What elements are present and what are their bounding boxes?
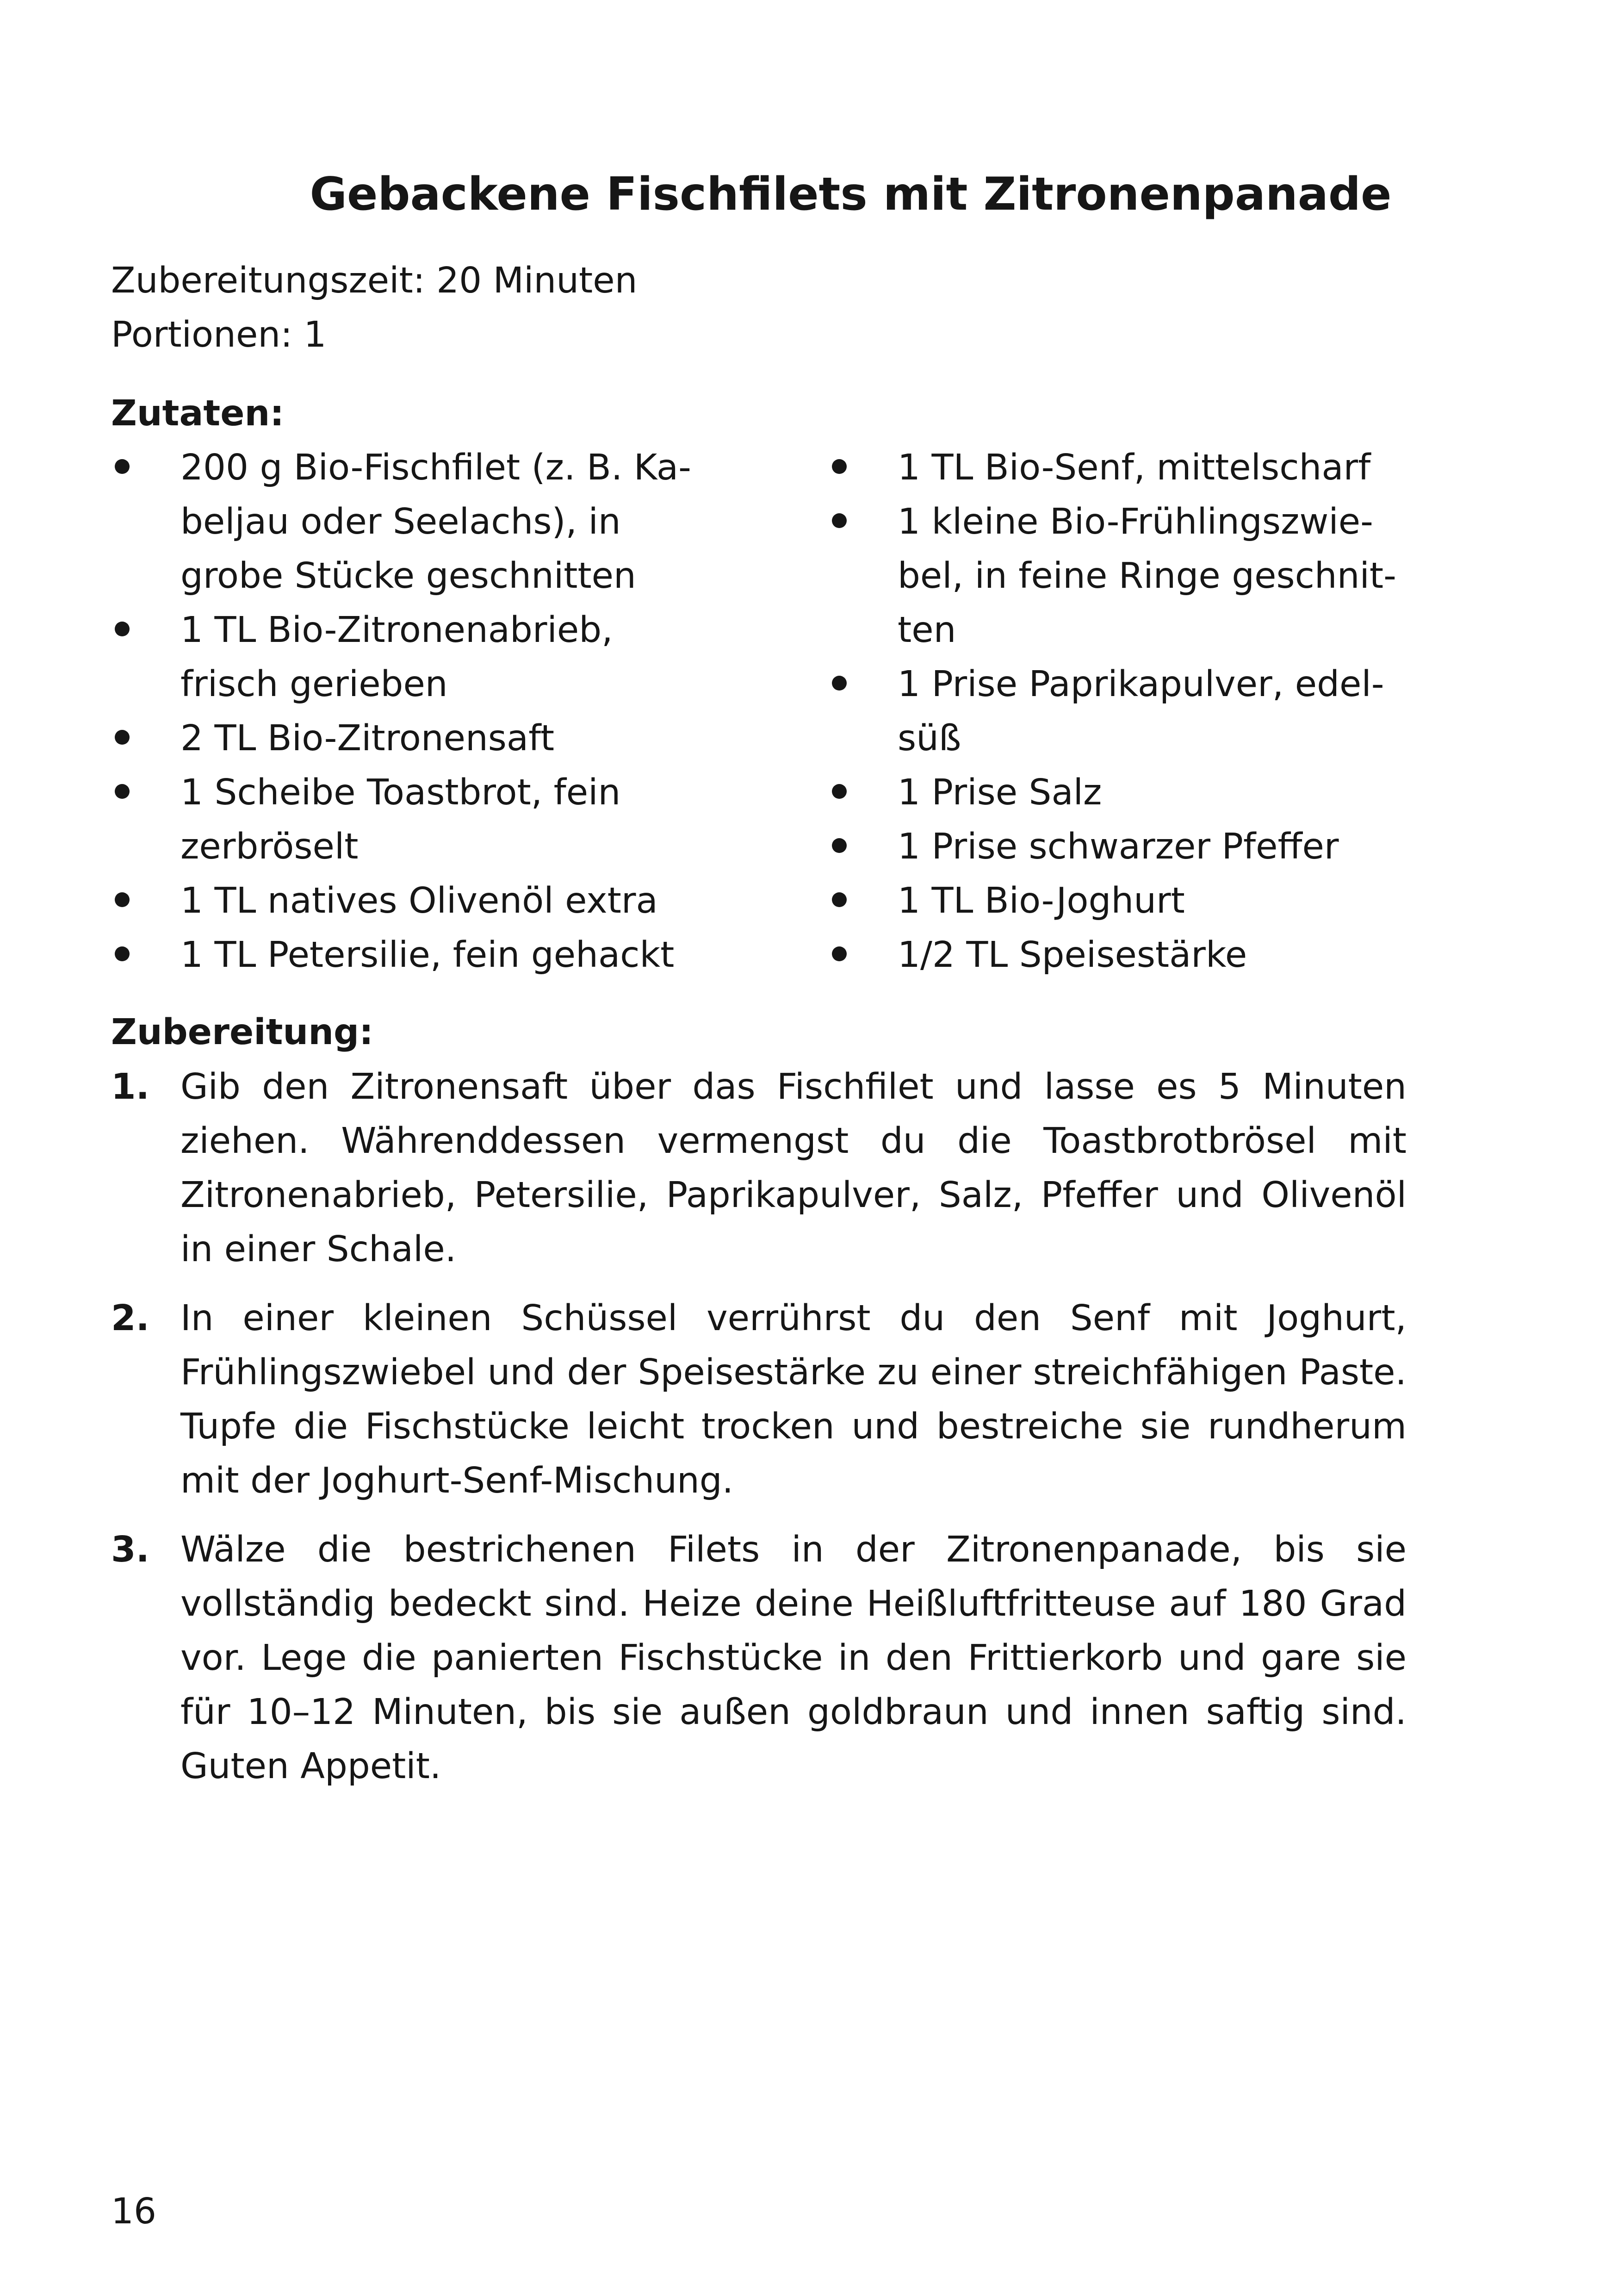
ingredient-line: beljau oder Seelachs), in — [180, 501, 621, 542]
preparation-step — [111, 1060, 1407, 1276]
ingredient-item — [828, 820, 1430, 874]
recipe-title: Gebackene Fischfilets mit Zitronenpanade — [310, 168, 1392, 221]
preparation-step — [111, 1523, 1407, 1793]
step-number: 2. — [111, 1298, 149, 1339]
step-text: Wälze die bestrichenen Filets in der Zitronenpanade, bis sie vollständig bedeckt sind. Heize deine Heißluftfritteuse auf 180 Grad vor. Lege die panierten Fischstücke in den Frittierkorb und gare sie für 10–12 Minuten, bis sie außen goldbraun und innen saftig sind. Guten Appetit. — [180, 1529, 1407, 1787]
ingredient-item — [111, 441, 713, 603]
ingredient-line: 200 g Bio-Fischfilet (z. B. Ka- — [180, 447, 691, 488]
bullet-icon — [115, 622, 130, 636]
preparation-steps — [111, 1060, 1407, 1808]
bullet-icon — [832, 838, 847, 853]
ingredient-item — [828, 874, 1430, 928]
step-number: 3. — [111, 1529, 149, 1570]
bullet-icon — [832, 946, 847, 961]
ingredient-item — [111, 874, 713, 928]
ingredient-line: 1 TL Petersilie, fein gehackt — [180, 934, 675, 976]
bullet-icon — [115, 784, 130, 799]
ingredient-line: 1 TL Bio-Joghurt — [898, 880, 1185, 921]
bullet-icon — [832, 676, 847, 691]
ingredient-item — [111, 928, 713, 982]
bullet-icon — [832, 459, 847, 474]
bullet-icon — [115, 459, 130, 474]
ingredients-list-left — [111, 441, 713, 982]
ingredient-item — [111, 765, 713, 874]
ingredient-item — [828, 495, 1430, 657]
bullet-icon — [115, 946, 130, 961]
ingredient-line: 1 kleine Bio-Frühlingszwie- — [898, 501, 1373, 542]
ingredient-line: 2 TL Bio-Zitronensaft — [180, 718, 555, 759]
bullet-icon — [832, 784, 847, 799]
step-text: In einer kleinen Schüssel verrührst du den Senf mit Joghurt, Frühlingszwiebel und der Speisestärke zu einer streichfähigen Paste. Tupfe die Fischstücke leicht trocken und bestreiche sie rundherum mit der Joghurt-Senf-Mischung. — [180, 1298, 1407, 1501]
ingredient-item — [828, 928, 1430, 982]
ingredient-item — [111, 711, 713, 765]
step-text: Gib den Zitronensaft über das Fischfilet und lasse es 5 Minuten ziehen. Währenddessen vermengst du die Toastbrotbrösel mit Zitronenabrieb, Petersilie, Paprikapulver, Salz, Pfeffer und Olivenöl in einer Schale. — [180, 1066, 1407, 1270]
ingredient-line: 1 Scheibe Toastbrot, fein — [180, 772, 621, 813]
ingredient-item — [111, 603, 713, 711]
ingredient-line: ten — [898, 610, 956, 651]
ingredient-item — [828, 657, 1430, 765]
prep-time: Zubereitungszeit: 20 Minuten — [111, 260, 638, 301]
preparation-heading: Zubereitung: — [111, 1012, 373, 1053]
bullet-icon — [115, 892, 130, 907]
ingredients-list-right — [828, 441, 1430, 982]
ingredient-line: 1 Prise Salz — [898, 772, 1102, 813]
bullet-icon — [115, 730, 130, 745]
ingredient-line: zerbröselt — [180, 826, 359, 867]
ingredient-line: süß — [898, 718, 961, 759]
ingredient-item — [828, 765, 1430, 820]
step-number: 1. — [111, 1066, 149, 1108]
ingredients-heading: Zutaten: — [111, 393, 285, 434]
servings: Portionen: 1 — [111, 314, 327, 355]
ingredient-line: grobe Stücke geschnitten — [180, 555, 636, 597]
ingredient-line: 1 TL natives Olivenöl extra — [180, 880, 658, 921]
ingredient-line: 1/2 TL Speisestärke — [898, 934, 1247, 976]
ingredient-line: 1 TL Bio-Zitronenabrieb, — [180, 610, 613, 651]
preparation-step — [111, 1291, 1407, 1508]
bullet-icon — [832, 513, 847, 528]
ingredient-line: bel, in feine Ringe geschnit- — [898, 555, 1396, 597]
page-number: 16 — [111, 2191, 156, 2232]
ingredient-line: frisch gerieben — [180, 664, 448, 705]
ingredient-line: 1 TL Bio-Senf, mittelscharf — [898, 447, 1371, 488]
bullet-icon — [832, 892, 847, 907]
recipe-meta — [111, 254, 637, 362]
ingredient-item — [828, 441, 1430, 495]
ingredient-line: 1 Prise schwarzer Pfeffer — [898, 826, 1339, 867]
ingredient-line: 1 Prise Paprikapulver, edel- — [898, 664, 1384, 705]
